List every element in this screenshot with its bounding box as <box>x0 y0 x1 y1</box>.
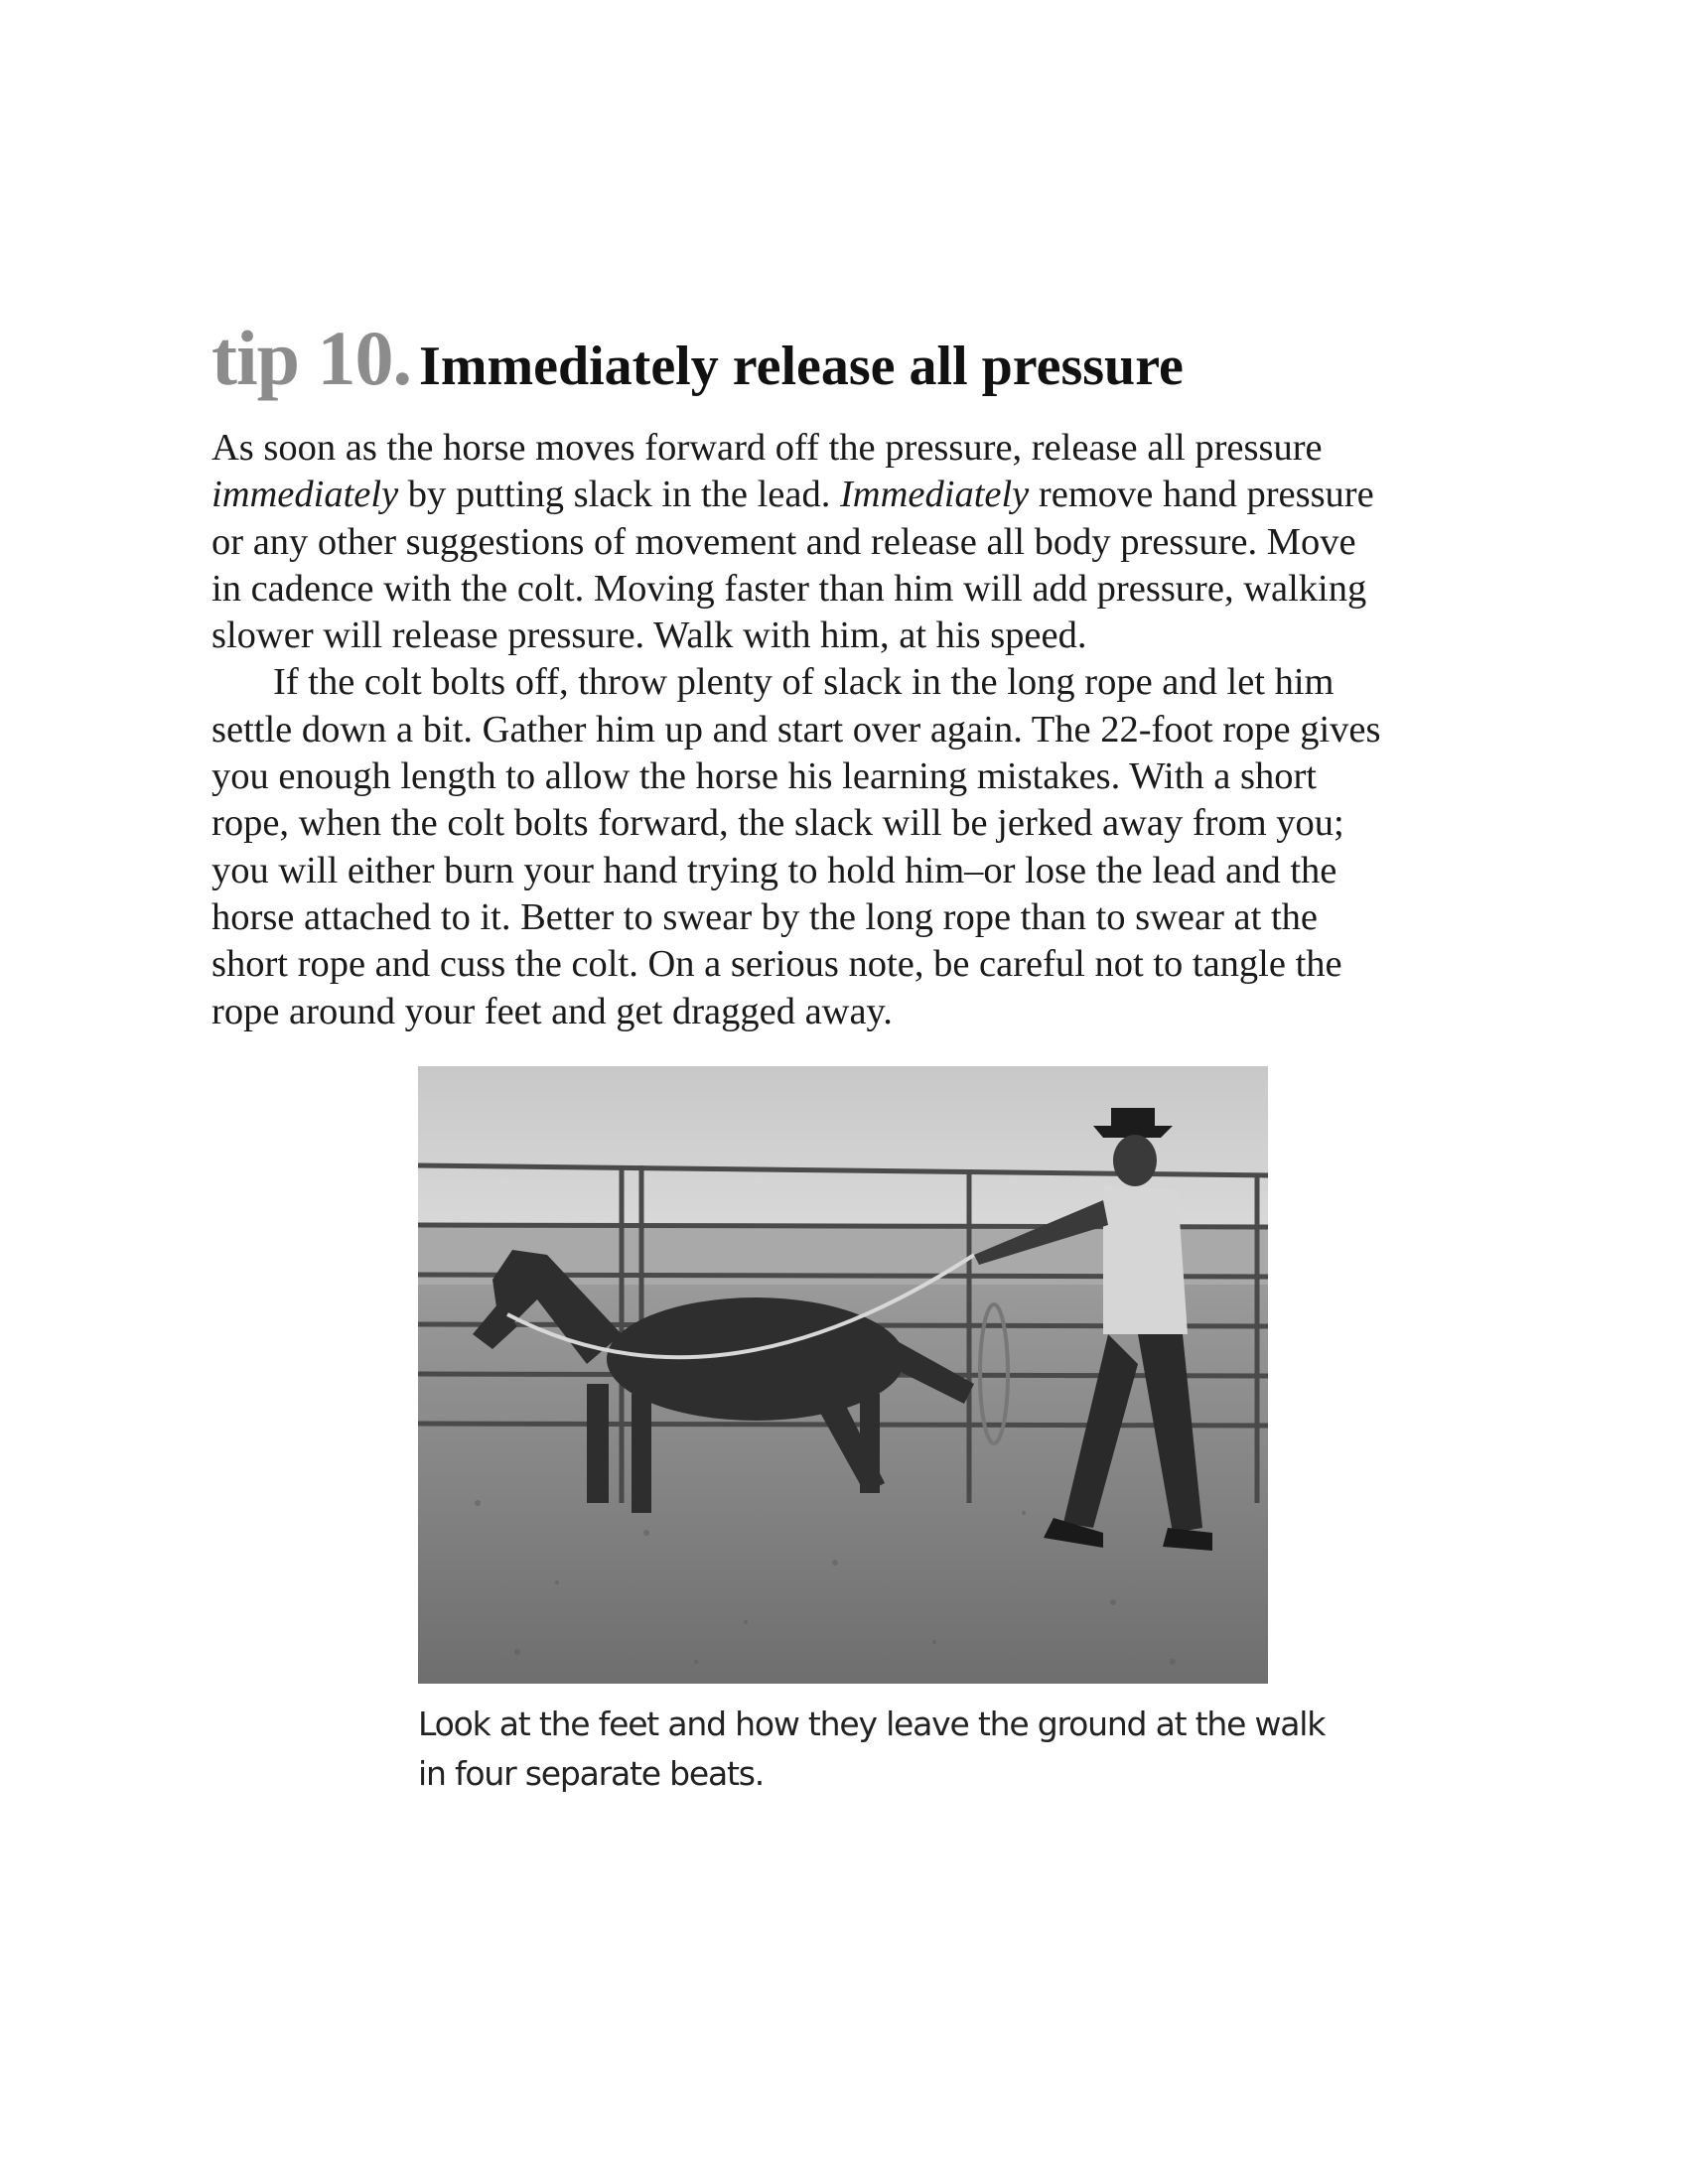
text-line <box>211 472 1492 518</box>
text-line: you will either burn your hand trying to hold him–or lose the lead and the <box>211 849 1337 891</box>
text-line: horse attached to it. Better to swear by the long rope than to swear at the <box>211 895 1318 938</box>
horse-training-photo <box>418 1066 1268 1684</box>
text-fragment: remove hand pressure <box>1029 474 1374 516</box>
tip-heading <box>211 314 1502 403</box>
text-line: you enough length to allow the horse his learning mistakes. With a short <box>211 755 1317 798</box>
paragraph-2 <box>211 659 1492 1034</box>
text-line: settle down a bit. Gather him up and start over again. The 22-foot rope gives <box>211 708 1381 751</box>
text-line: As soon as the horse moves forward off the pressure, release all pressure <box>211 427 1323 469</box>
text-line: rope around your feet and get dragged away. <box>211 990 893 1032</box>
caption-line: Look at the feet and how they leave the ground at the walk <box>418 1705 1326 1743</box>
text-line: in cadence with the colt. Moving faster than him will add pressure, walking <box>211 567 1367 610</box>
text-line: or any other suggestions of movement and release all body pressure. Move <box>211 520 1356 563</box>
paragraph-1 <box>211 425 1492 659</box>
body-text <box>211 425 1492 1035</box>
text-line: rope, when the colt bolts forward, the slack will be jerked away from you; <box>211 802 1344 845</box>
text-fragment: by putting slack in the lead. <box>398 474 840 516</box>
tip-number: tip 10. <box>211 315 412 401</box>
photo-caption <box>418 1700 1326 1799</box>
text-line: If the colt bolts off, throw plenty of slack in the long rope and let him <box>273 661 1335 704</box>
text-line: slower will release pressure. Walk with him, at his speed. <box>211 614 1087 657</box>
tip-title: Immediately release all pressure <box>419 336 1184 397</box>
emphasis-text: immediately <box>211 474 399 516</box>
caption-line: in four separate beats. <box>418 1754 765 1793</box>
emphasis-text: Immediately <box>839 474 1030 516</box>
text-line: short rope and cuss the colt. On a serious note, be careful not to tangle the <box>211 943 1342 986</box>
